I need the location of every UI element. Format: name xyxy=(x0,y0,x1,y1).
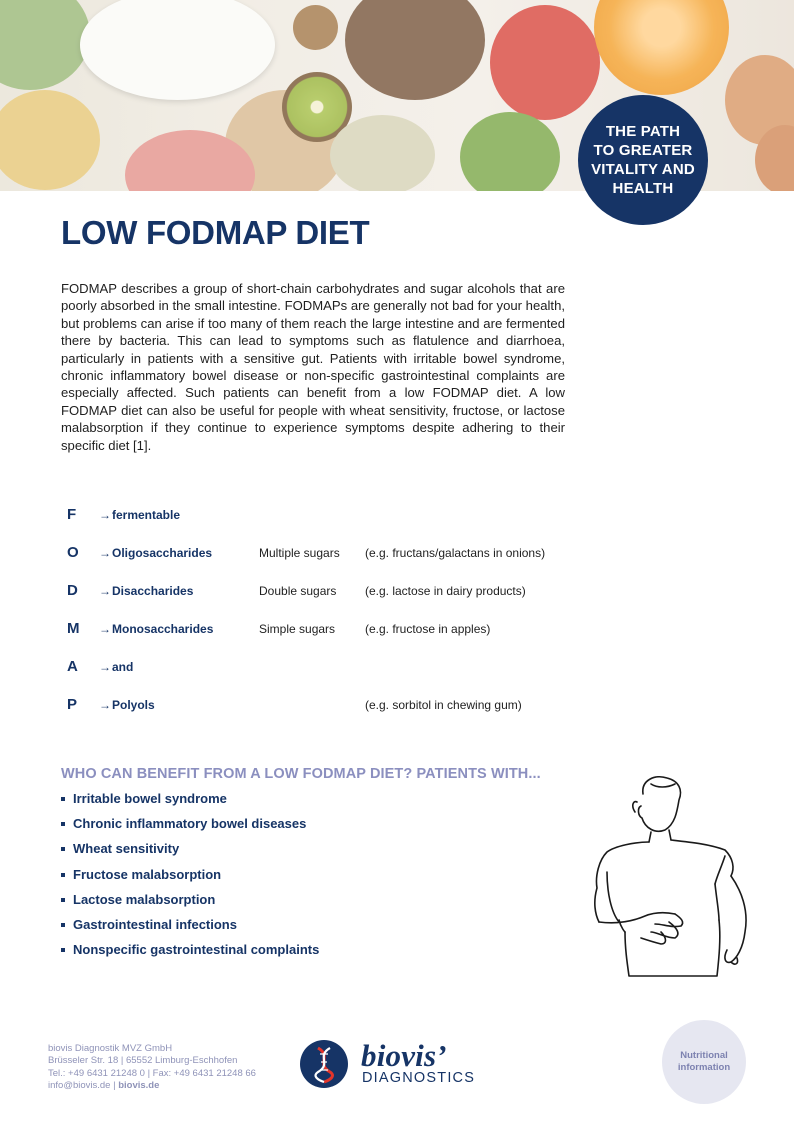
fodmap-row xyxy=(61,622,621,660)
logo-subtitle: DIAGNOSTICS xyxy=(362,1070,476,1086)
benefit-item: Chronic inflammatory bowel diseases xyxy=(61,816,319,841)
arrow-right-icon: → xyxy=(99,660,111,674)
arrow-right-icon: → xyxy=(99,546,111,560)
fodmap-row xyxy=(61,508,621,546)
fodmap-letter: F xyxy=(67,506,77,523)
fodmap-row xyxy=(61,546,621,584)
fodmap-table xyxy=(61,508,621,736)
fodmap-example: (e.g. lactose in dairy products) xyxy=(365,584,526,598)
benefit-item: Wheat sensitivity xyxy=(61,841,319,866)
fodmap-letter: M xyxy=(67,620,80,637)
fodmap-term xyxy=(99,546,212,560)
website-link[interactable]: biovis.de xyxy=(118,1079,160,1091)
email-link[interactable]: info@biovis.de xyxy=(48,1079,111,1091)
fodmap-row xyxy=(61,584,621,622)
arrow-right-icon: → xyxy=(99,698,111,712)
fodmap-row xyxy=(61,698,621,736)
fodmap-sugar-type: Multiple sugars xyxy=(259,546,340,560)
benefit-item: Lactose malabsorption xyxy=(61,892,319,917)
biovis-logo xyxy=(300,1040,500,1090)
fodmap-letter: O xyxy=(67,544,79,561)
intro-paragraph: FODMAP describes a group of short-chain carbohydrates and sugar alcohols that are poorly absorbed in the small intestine. FODMAPs are generally not bad for your health, but problems can arise if too many of them reach the large intestine and are fermented there by bacteria. This can lead to symptoms such as flatulence and diarrhoea, particularly in patients with a sensitive gut. Patients with irritable bowel syndrome, chronic inflammatory bowel disease or non-specific gastrointestinal complaints are especially affected. Such patients can benefit from a low FODMAP diet. A low FODMAP diet can also be useful for people with wheat sensitivity, fructose, or lactose malabsorption if they continue to experience symptoms despite adhering to their specific diet [1]. xyxy=(61,281,565,453)
arrow-right-icon: → xyxy=(99,584,111,598)
fodmap-term xyxy=(99,660,133,674)
logo-wordmark: biovis’ xyxy=(361,1038,447,1073)
page-title: LOW FODMAP DIET xyxy=(61,214,370,251)
benefit-list xyxy=(61,791,319,967)
fodmap-example: (e.g. fructans/galactans in onions) xyxy=(365,546,546,560)
benefit-item: Nonspecific gastrointestinal complaints xyxy=(61,942,319,967)
man-holding-stomach-illustration xyxy=(585,772,765,987)
slogan-text: THE PATH TO GREATER VITALITY AND HEALTH xyxy=(591,123,695,197)
benefit-item: Fructose malabsorption xyxy=(61,867,319,892)
fodmap-example: (e.g. fructose in apples) xyxy=(365,622,491,636)
fodmap-term xyxy=(99,584,193,598)
benefit-item: Gastrointestinal infections xyxy=(61,917,319,942)
fodmap-sugar-type: Double sugars xyxy=(259,584,337,598)
fodmap-term xyxy=(99,622,213,636)
phone-fax: Tel.: +49 6431 21248 0 | Fax: +49 6431 21248 66 xyxy=(48,1067,256,1079)
fodmap-term-label: Oligosaccharides xyxy=(112,546,213,560)
footer-address: biovis Diagnostik MVZ GmbH Brüsseler Str. 18 | 65552 Limburg-Eschhofen Tel.: +49 6431 21248 0 | Fax: +49 6431 21248 66 info@biovis.de | biovis.de xyxy=(48,1043,256,1091)
arrow-right-icon: → xyxy=(99,622,111,636)
fodmap-term xyxy=(99,698,155,712)
street-address: Brüsseler Str. 18 | 65552 Limburg-Eschhofen xyxy=(48,1055,238,1067)
fodmap-sugar-type: Simple sugars xyxy=(259,622,336,636)
fodmap-example: (e.g. sorbitol in chewing gum) xyxy=(365,698,522,712)
benefit-item: Irritable bowel syndrome xyxy=(61,791,319,816)
fodmap-letter: D xyxy=(67,582,78,599)
company-name: biovis Diagnostik MVZ GmbH xyxy=(48,1043,173,1054)
nutritional-info-label: Nutritional information xyxy=(677,1050,731,1073)
fodmap-term-label: Monosaccharides xyxy=(112,622,214,636)
fodmap-term-label: fermentable xyxy=(112,508,181,522)
slogan-badge xyxy=(578,95,708,225)
fodmap-letter: A xyxy=(67,658,78,675)
fodmap-letter: P xyxy=(67,696,78,713)
benefit-heading: WHO CAN BENEFIT FROM A LOW FODMAP DIET? PATIENTS WITH... xyxy=(61,766,541,782)
arrow-right-icon: → xyxy=(99,508,111,522)
nutritional-info-badge xyxy=(662,1020,746,1104)
fodmap-row xyxy=(61,660,621,698)
dna-helix-icon xyxy=(300,1040,348,1088)
fodmap-term-label: Polyols xyxy=(112,698,155,712)
fodmap-term-label: Disaccharides xyxy=(112,584,194,598)
fodmap-term-label: and xyxy=(112,660,134,674)
fodmap-term xyxy=(99,508,180,522)
